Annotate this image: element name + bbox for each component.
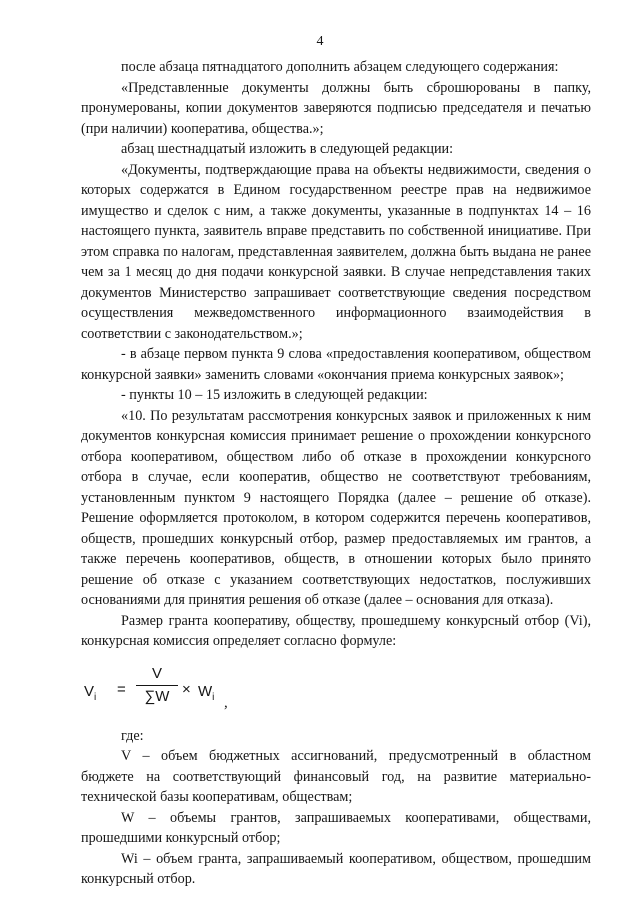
paragraph: «Документы, подтверждающие права на объекты недвижимости, сведения о которых содержатся в Едином государственном реестре прав на недвижимое имущество и сделок с ним, а также документы, указанные в подпунктах 14 – 16 настоящего пункта, заявитель вправе представить по собственной инициативе. При этом справка по налогам, представленная заявителем, должна быть выдана не ранее чем за 1 месяц до дня подачи конкурсной заявки. В случае непредставления таких документов Министерство запрашивает соответствующие сведения посредством осуществления межведомственного информационного взаимодействия в соответствии с законодательством.»;: [81, 161, 591, 342]
paragraph: - пункты 10 – 15 изложить в следующей редакции:: [121, 387, 428, 403]
formula-rhs-var: W: [198, 682, 213, 700]
formula-times: ×: [182, 680, 191, 698]
paragraph: где:: [121, 727, 144, 744]
page-number: 4: [316, 34, 324, 49]
paragraph: - в абзаце первом пункта 9 слова «предоставления кооперативом, обществом конкурсной заявки» заменить словами «окончания приема конкурсных заявок»;: [81, 346, 591, 383]
paragraph: «Представленные документы должны быть сброшюрованы в папку, пронумерованы, копии документов заверяются подписью председателя и печатью (при наличии) кооператива, общества.»;: [81, 79, 591, 137]
formula-fraction: [136, 664, 178, 708]
formula-lhs: [84, 682, 96, 709]
formula-lhs-var: V: [84, 682, 95, 700]
paragraph: абзац шестнадцатый изложить в следующей редакции:: [121, 141, 454, 157]
paragraph: Размер гранта кооперативу, обществу, прошедшему конкурсный отбор (Vi), конкурсная комиссия определяет согласно формуле:: [81, 612, 591, 649]
formula-lhs-sub: i: [94, 691, 97, 703]
formula-rhs: [198, 682, 214, 709]
formula-numerator: V: [136, 664, 178, 687]
formula-trailing-comma: ,: [224, 694, 228, 711]
formula-equals: =: [117, 680, 126, 698]
paragraph: W – объемы грантов, запрашиваемых кооперативами, обществами, прошедшими конкурсный отбор;: [81, 809, 591, 846]
formula-denominator: ∑W: [144, 688, 170, 705]
paragraph: V – объем бюджетных ассигнований, предусмотренный в областном бюджете на соответствующий финансовый год, на развитие материально-технической базы кооперативам, обществам;: [81, 748, 591, 805]
document-body: [81, 57, 591, 890]
paragraph: Wi – объем гранта, запрашиваемый кооперативом, обществом, прошедшим конкурсный отбор.: [81, 850, 591, 887]
formula-rhs-sub: i: [212, 691, 215, 703]
grant-formula: [84, 658, 591, 726]
paragraph: «10. По результатам рассмотрения конкурсных заявок и приложенных к ним документов конкурсная комиссия принимает решение о прохождении конкурсного отбора кооперативом, обществом либо об отказе в прохождении конкурсного отбора в случае, если кооператив, общество не соответствуют требованиям, установленным пунктом 9 настоящего Порядка (далее – решение об отказе). Решение оформляется протоколом, в котором содержится перечень кооперативов, обществ, прошедших конкурсный отбор, размер предоставляемых им грантов, а также перечень кооперативов, обществ, в отношении которых было принято решение об отказе с указанием соответствующих недостатков, послуживших основаниями для принятия решения об отказе (далее – основания для отказа).: [81, 407, 591, 608]
paragraph: после абзаца пятнадцатого дополнить абзацем следующего содержания:: [121, 59, 559, 75]
